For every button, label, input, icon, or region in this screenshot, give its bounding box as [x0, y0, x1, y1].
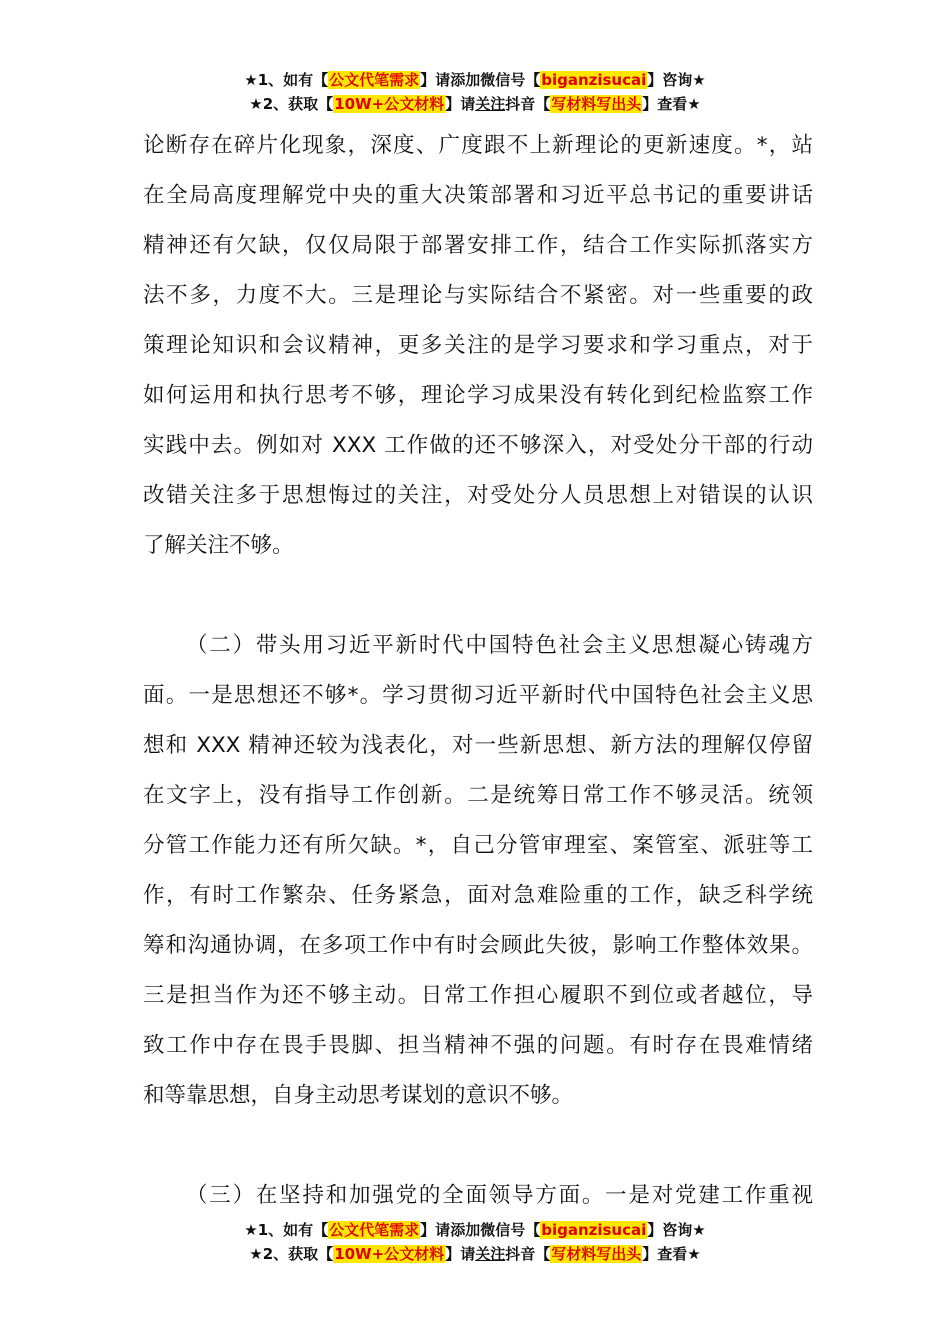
body-line: 改错关注多于思想悔过的关注，对受处分人员思想上对错误的认识 [143, 483, 813, 508]
body-line: 在文字上，没有指导工作创新。二是统筹日常工作不够灵活。统领 [143, 783, 813, 808]
header-line-2-prefix: ★2、获取【 [249, 95, 334, 113]
follow-word: 关注 [475, 1245, 506, 1263]
header-line-2-douyin-label: 抖音【 [505, 95, 551, 113]
add-word: 添加 [450, 71, 481, 89]
footer-line-1-prefix: ★1、如有【 [244, 1221, 329, 1239]
douyin-id-highlight: 写材料写出头 [551, 1245, 642, 1263]
header-line-2-please: 】请 [445, 95, 476, 113]
header-line-1-prefix: ★1、如有【 [244, 71, 329, 89]
body-line: 面。一是思想还不够*。学习贯彻习近平新时代中国特色社会主义思 [143, 683, 813, 708]
header-line-1 [0, 68, 950, 92]
footer-line-1 [0, 1218, 950, 1242]
body-line: 致工作中存在畏手畏脚、担当精神不强的问题。有时存在畏难情绪 [143, 1033, 813, 1058]
body-line: 论断存在碎片化现象，深度、广度跟不上新理论的更新速度。*，站 [143, 133, 813, 158]
wechat-id-highlight: biganzisucai [541, 1221, 647, 1239]
body-line: 策理论知识和会议精神，更多关注的是学习要求和学习重点，对于 [143, 333, 813, 358]
follow-word: 关注 [475, 95, 506, 113]
section-heading-line: （二）带头用习近平新时代中国特色社会主义思想凝心铸魂方 [186, 633, 813, 658]
footer-line-2-prefix: ★2、获取【 [249, 1245, 334, 1263]
body-line: 法不多，力度不大。三是理论与实际结合不紧密。对一些重要的政 [143, 283, 813, 308]
wechat-id-highlight: biganzisucai [541, 71, 647, 89]
materials-highlight: 10W+公文材料 [334, 95, 445, 113]
header-line-2-suffix: 】查看★ [642, 95, 701, 113]
body-line: 作，有时工作繁杂、任务紧急，面对急难险重的工作，缺乏科学统 [143, 883, 813, 908]
body-line: 和等靠思想，自身主动思考谋划的意识不够。 [143, 1083, 574, 1108]
body-line: 精神还有欠缺，仅仅局限于部署安排工作，结合工作实际抓落实方 [143, 233, 813, 258]
body-line: 在全局高度理解党中央的重大决策部署和习近平总书记的重要讲话 [143, 183, 813, 208]
section-heading-line: （三）在坚持和加强党的全面领导方面。一是对党建工作重视 [186, 1183, 813, 1208]
body-line: 筹和沟通协调，在多项工作中有时会顾此失彼，影响工作整体效果。 [143, 933, 813, 958]
service-highlight: 公文代笔需求 [329, 1221, 420, 1239]
footer-line-1-suffix: 】咨询★ [647, 1221, 706, 1239]
body-line: 想和 XXX 精神还较为浅表化，对一些新思想、新方法的理解仅停留 [143, 733, 813, 758]
body-line: 实践中去。例如对 XXX 工作做的还不够深入，对受处分干部的行动 [143, 433, 813, 458]
header-line-1-wechat-label: 微信号【 [480, 71, 541, 89]
header-line-2 [0, 92, 950, 116]
materials-highlight: 10W+公文材料 [334, 1245, 445, 1263]
add-word: 添加 [450, 1221, 481, 1239]
paragraph-gap [143, 571, 813, 621]
douyin-id-highlight: 写材料写出头 [551, 95, 642, 113]
header-banner-top [0, 68, 950, 116]
paragraph-gap [143, 1121, 813, 1171]
footer-line-2-suffix: 】查看★ [642, 1245, 701, 1263]
footer-line-1-wechat-label: 微信号【 [480, 1221, 541, 1239]
body-line: 了解关注不够。 [143, 533, 294, 558]
footer-line-2-douyin-label: 抖音【 [505, 1245, 551, 1263]
footer-line-1-please: 】请 [420, 1221, 451, 1239]
footer-line-2 [0, 1242, 950, 1266]
header-line-1-please: 】请 [420, 71, 451, 89]
body-line: 三是担当作为还不够主动。日常工作担心履职不到位或者越位，导 [143, 983, 813, 1008]
body-line: 分管工作能力还有所欠缺。*，自己分管审理室、案管室、派驻等工 [143, 833, 813, 858]
body-line: 如何运用和执行思考不够，理论学习成果没有转化到纪检监察工作 [143, 383, 813, 408]
footer-line-2-please: 】请 [445, 1245, 476, 1263]
header-banner-bottom [0, 1218, 950, 1266]
header-line-1-suffix: 】咨询★ [647, 71, 706, 89]
document-body [143, 121, 813, 1221]
service-highlight: 公文代笔需求 [329, 71, 420, 89]
